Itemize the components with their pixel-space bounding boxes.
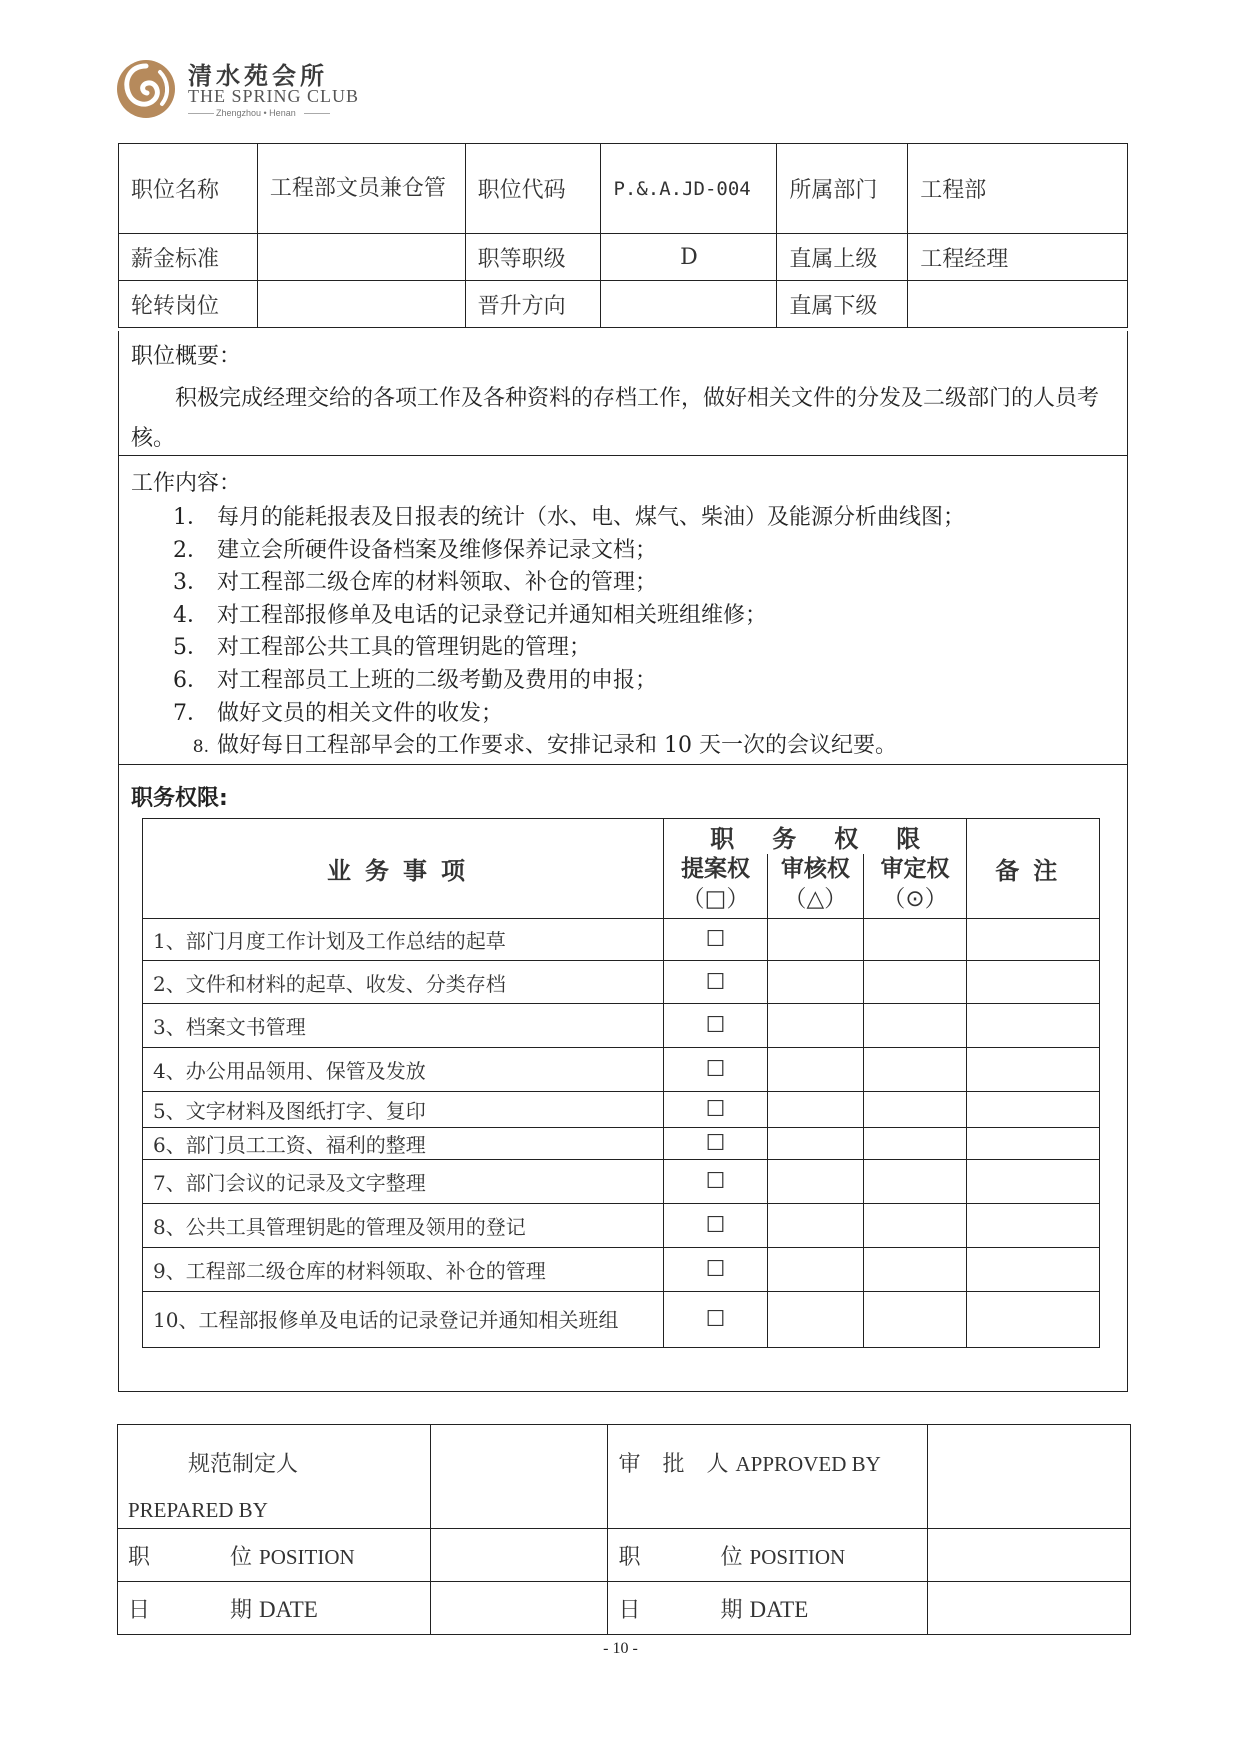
logo-english-name: THE SPRING CLUB xyxy=(188,86,360,106)
table-row: 5、文字材料及图纸打字、复印 ☐ xyxy=(143,1092,1100,1128)
summary-label: 职位概要： xyxy=(131,344,242,369)
date-value-right xyxy=(928,1582,1131,1635)
header-item: 业务事项 xyxy=(143,819,664,919)
propose-checkbox-icon: ☐ xyxy=(664,1004,768,1048)
position-code-label: 职位代码 xyxy=(465,144,601,234)
position-summary xyxy=(118,331,1128,456)
superior-value: 工程经理 xyxy=(908,234,1128,281)
salary-label: 薪金标准 xyxy=(119,234,258,281)
prepared-by-label: 规范制定人 PREPARED BY xyxy=(118,1425,431,1529)
table-row: 1、部门月度工作计划及工作总结的起草 ☐ xyxy=(143,919,1100,961)
club-logo xyxy=(116,54,376,124)
table-row xyxy=(143,1292,1100,1348)
position-name-label: 职位名称 xyxy=(119,144,258,234)
position-label-left: 职 位 POSITION xyxy=(118,1529,431,1582)
table-row: 3、档案文书管理 ☐ xyxy=(143,1004,1100,1048)
department-label: 所属部门 xyxy=(777,144,908,234)
logo-location: Zhengzhou • Henan xyxy=(216,108,296,118)
authority-item-text: 10、工程部报修单及电话的记录登记并通知相关班组 xyxy=(153,1307,619,1332)
position-value-left xyxy=(430,1529,608,1582)
approved-by-label: 审 批 人 APPROVED BY xyxy=(608,1425,928,1529)
header-review: 审核权 （△） xyxy=(768,854,864,919)
salary-value xyxy=(257,234,465,281)
logo-chinese-name: 清水苑会所 xyxy=(188,61,328,90)
date-value-left xyxy=(430,1582,608,1635)
table-row: 7、部门会议的记录及文字整理 ☐ xyxy=(143,1160,1100,1204)
logo-divider-right xyxy=(304,113,330,114)
table-row: 6、部门员工工资、福利的整理 ☐ xyxy=(143,1128,1100,1160)
table-row: 4、办公用品领用、保管及发放 ☐ xyxy=(143,1048,1100,1092)
position-value-right xyxy=(928,1529,1131,1582)
grade-label: 职等职级 xyxy=(465,234,601,281)
propose-checkbox-icon: ☐ xyxy=(664,1204,768,1248)
propose-checkbox-icon: ☐ xyxy=(664,1128,768,1160)
position-name-value: 工程部文员兼仓管 xyxy=(257,144,465,234)
promotion-label: 晋升方向 xyxy=(465,281,601,328)
list-item: 4． 对工程部报修单及电话的记录登记并通知相关班组维修； xyxy=(173,602,768,628)
signoff-table xyxy=(117,1424,1131,1635)
job-duties xyxy=(118,456,1128,765)
propose-checkbox-icon: ☐ xyxy=(664,1160,768,1204)
header-remark: 备注 xyxy=(967,819,1100,919)
page-number: - 10 - xyxy=(603,1640,638,1657)
authority-table xyxy=(142,818,1100,1348)
authority-label: 职务权限: xyxy=(131,786,228,811)
subordinate-value xyxy=(908,281,1128,328)
grade-value: D xyxy=(601,234,777,281)
position-code-value: P.&.A.JD-004 xyxy=(601,144,777,234)
propose-checkbox-icon: ☐ xyxy=(664,1092,768,1128)
propose-checkbox-icon: ☐ xyxy=(664,1248,768,1292)
table-row: 8、公共工具管理钥匙的管理及领用的登记 ☐ xyxy=(143,1204,1100,1248)
logo-divider-left xyxy=(188,113,214,114)
prepared-by-value xyxy=(430,1425,608,1529)
header-authority: 职务权限 xyxy=(664,819,967,855)
duties-label: 工作内容： xyxy=(131,471,242,496)
department-value: 工程部 xyxy=(908,144,1128,234)
list-item: 6． 对工程部员工上班的二级考勤及费用的申报； xyxy=(173,667,658,693)
spiral-logo-icon xyxy=(116,58,176,120)
header-propose: 提案权 （□） xyxy=(664,854,768,919)
position-info-table xyxy=(118,143,1128,328)
list-item: 1． 每月的能耗报表及日报表的统计（水、电、煤气、柴油）及能源分析曲线图； xyxy=(173,505,966,530)
subordinate-label: 直属下级 xyxy=(777,281,908,328)
superior-label: 直属上级 xyxy=(777,234,908,281)
propose-checkbox-icon: ☐ xyxy=(664,1292,768,1348)
propose-checkbox-icon: ☐ xyxy=(664,961,768,1004)
header-approve: 审定权 （⊙） xyxy=(863,854,967,919)
approved-by-value xyxy=(928,1425,1131,1529)
list-item: 3． 对工程部二级仓库的材料领取、补仓的管理； xyxy=(173,570,658,596)
promotion-value xyxy=(601,281,777,328)
list-item: 8. 做好每日工程部早会的工作要求、安排记录和 10 天一次的会议纪要。 xyxy=(192,733,897,759)
list-item: 5． 对工程部公共工具的管理钥匙的管理； xyxy=(173,635,592,661)
summary-text: 积极完成经理交给的各项工作及各种资料的存档工作，做好相关文件的分发及二级部门的人员考核。 xyxy=(131,386,1100,451)
rotation-value xyxy=(257,281,465,328)
list-item: 7． 做好文员的相关文件的收发； xyxy=(173,700,504,726)
date-label-left: 日 期 DATE xyxy=(118,1582,431,1635)
position-label-right: 职 位 POSITION xyxy=(608,1529,928,1582)
rotation-label: 轮转岗位 xyxy=(119,281,258,328)
date-label-right: 日 期 DATE xyxy=(608,1582,928,1635)
duties-list xyxy=(169,502,965,763)
propose-checkbox-icon: ☐ xyxy=(664,1048,768,1092)
table-row: 9、工程部二级仓库的材料领取、补仓的管理 ☐ xyxy=(143,1248,1100,1292)
list-item: 2． 建立会所硬件设备档案及维修保养记录文档； xyxy=(173,537,658,563)
propose-checkbox-icon: ☐ xyxy=(664,919,768,961)
table-row: 2、文件和材料的起草、收发、分类存档 ☐ xyxy=(143,961,1100,1004)
